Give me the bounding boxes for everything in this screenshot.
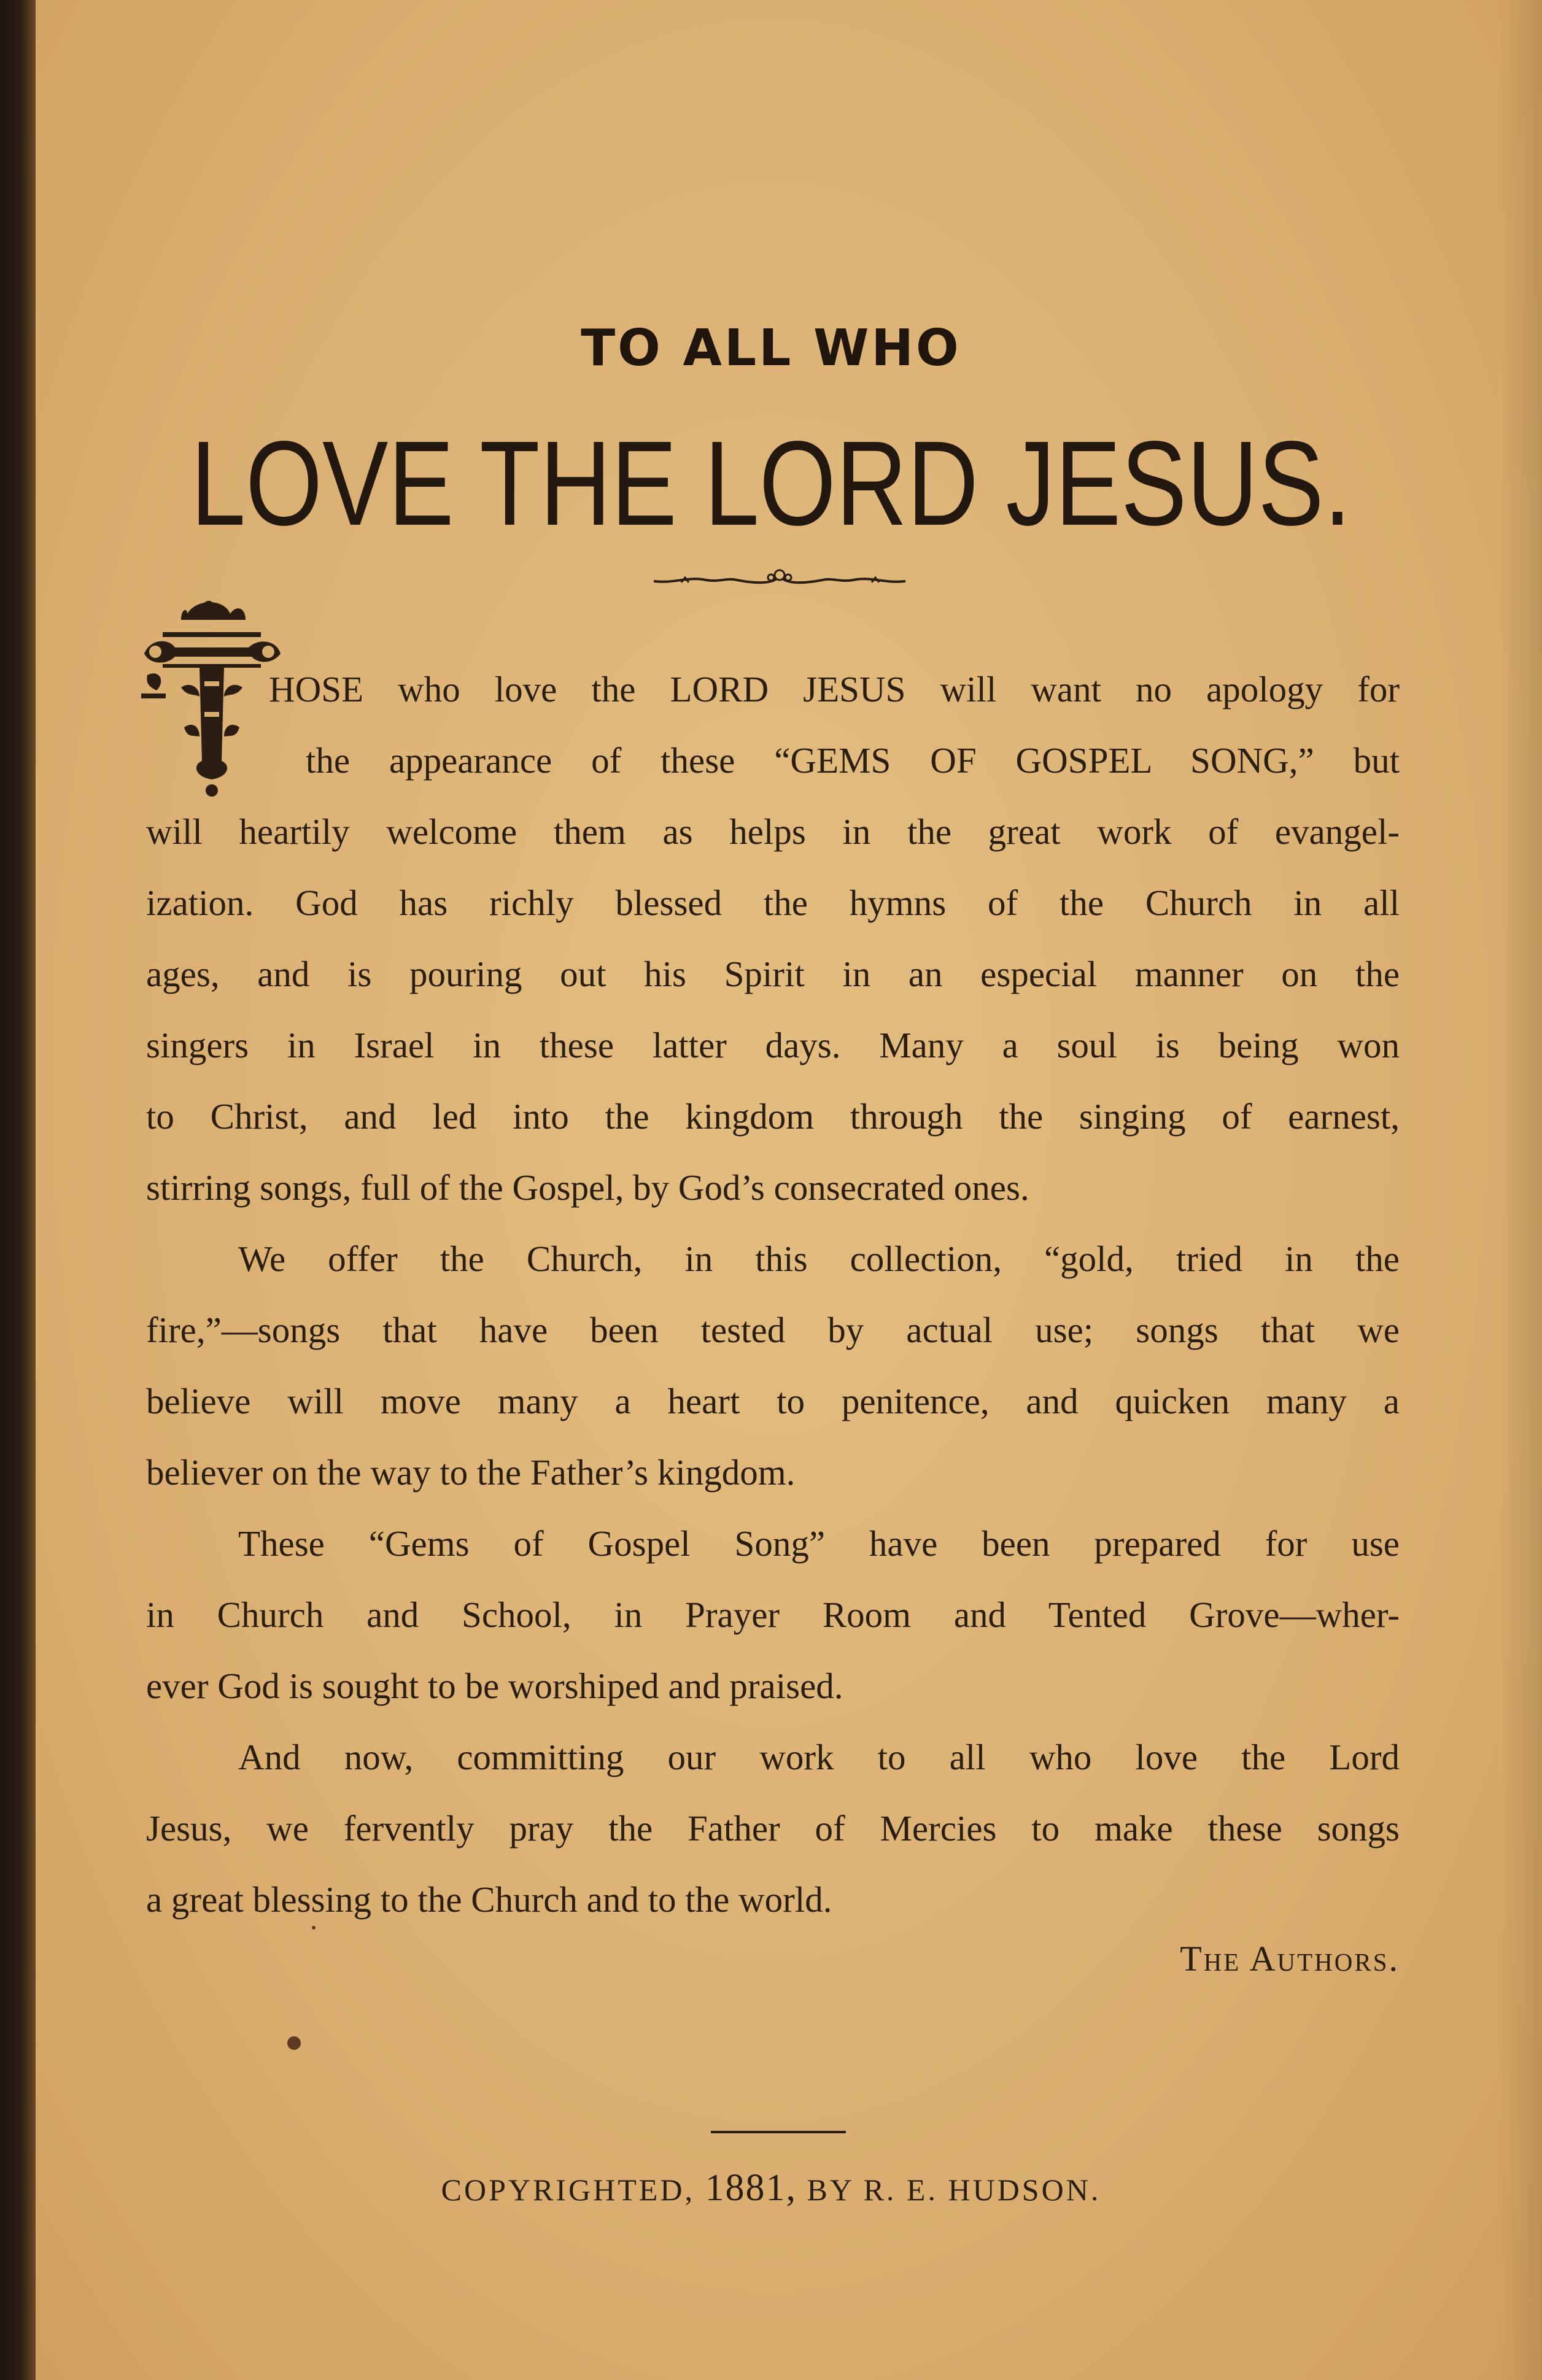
text-line: singers in Israel in these latter days. Many a soul is being won bbox=[146, 1025, 1400, 1065]
text-line: will heartily welcome them as helps in the great work of evangel- bbox=[146, 811, 1400, 852]
copyright-year: 1881, bbox=[705, 2167, 797, 2209]
ornamental-flourish-icon bbox=[651, 562, 909, 598]
text-line: These “Gems of Gospel Song” have been prepared for use bbox=[238, 1523, 1400, 1564]
divider-rule bbox=[711, 2131, 846, 2133]
text-line: ization. God has richly blessed the hymns of the Church in all bbox=[146, 883, 1400, 923]
paragraph-3 bbox=[146, 1508, 1400, 1721]
ink-spot bbox=[312, 1926, 316, 1930]
paragraph-2 bbox=[146, 1223, 1400, 1508]
text-line: ever God is sought to be worshiped and praised. bbox=[146, 1666, 843, 1706]
text-line: stirring songs, full of the Gospel, by God’s consecrated ones. bbox=[146, 1167, 1029, 1208]
text-line: HOSE who love the LORD JESUS will want no apology for bbox=[269, 669, 1400, 709]
paragraph-1 bbox=[146, 654, 1400, 1223]
signature: The Authors. bbox=[1180, 1939, 1400, 1979]
text-line: believer on the way to the Father’s kingdom. bbox=[146, 1452, 796, 1493]
text-line: a great blessing to the Church and to the world. bbox=[146, 1879, 832, 1920]
text-line: believe will move many a heart to penitence, and quicken many a bbox=[146, 1381, 1400, 1421]
text-line: fire,”—songs that have been tested by actual use; songs that we bbox=[146, 1310, 1400, 1350]
heading-small: TO ALL WHO bbox=[581, 319, 961, 377]
text-line: Jesus, we fervently pray the Father of Mercies to make these songs bbox=[146, 1808, 1400, 1849]
ink-spot bbox=[287, 2036, 301, 2050]
text-line: And now, committing our work to all who love the Lord bbox=[238, 1737, 1400, 1777]
text-line: ages, and is pouring out his Spirit in an especial manner on the bbox=[146, 954, 1400, 994]
copyright-name: R. E. HUDSON. bbox=[863, 2173, 1101, 2207]
heading-large: LOVE THE LORD JESUS. bbox=[190, 416, 1352, 551]
paragraph-4 bbox=[146, 1721, 1400, 1935]
text-line: We offer the Church, in this collection, “gold, tried in the bbox=[238, 1238, 1400, 1279]
text-line: in Church and School, in Prayer Room and Tented Grove—wher- bbox=[146, 1594, 1400, 1635]
body-text bbox=[146, 654, 1400, 1935]
copyright-by: BY bbox=[807, 2173, 854, 2207]
copyright-prefix: COPYRIGHTED, bbox=[441, 2173, 695, 2207]
copyright-line bbox=[0, 2166, 1542, 2210]
text-line: the appearance of these “GEMS OF GOSPEL SONG,” but bbox=[306, 740, 1400, 781]
text-line: to Christ, and led into the kingdom through the singing of earnest, bbox=[146, 1096, 1400, 1137]
